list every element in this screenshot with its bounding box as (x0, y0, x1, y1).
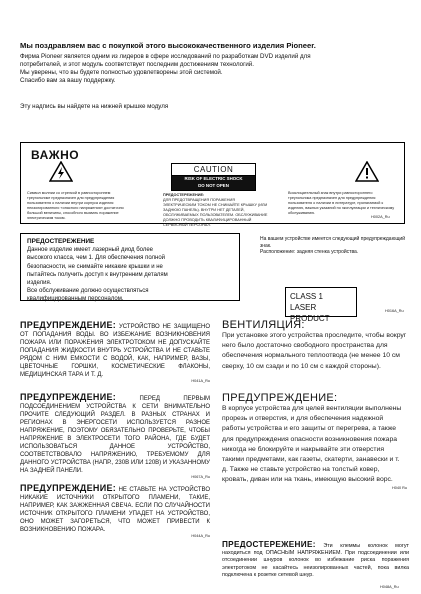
class1-laser-label (285, 287, 357, 323)
intro-title: Мы поздравляем вас с покупкой этого высококачественного изделия Pioneer. (20, 41, 316, 50)
label-note: Эту надпись вы найдете на нижней крышке модуля (20, 103, 169, 110)
voltage-warning-body: ПЕРЕД ПЕРВЫМ ПОДСОЕДИНЕНИЕМ УСТРОЙСТВА К СЕТИ ВНИМАТЕЛЬНО ПРОЧИТЕ СЛЕДУЮЩИЙ РАЗДЕЛ. В РАЗНЫХ СТРАНАХ И РЕГИОНАХ В ЭНЕРГОСЕТИ ИСПОЛЬЗУЕТСЯ РАЗНОЕ НАПРЯЖЕНИЕ, ПОЭТОМУ ОБЯЗАТЕЛЬНО ПРОВЕРЬТЕ, ЧТОБЫ НАПРЯЖЕНИЕ В ЭЛЕКТРОСЕТИ ТОГО РАЙОНА, ГДЕ БУДЕТ ИСПОЛЬЗОВАТЬСЯ ДАННОЕ УСТРОЙСТВО, СООТВЕТСТВОВАЛО НАПРЯЖЕНИЮ, ТРЕБУЕМОМУ ДЛЯ ДАННОГО УСТРОЙСТВА (НАПР., 230В ИЛИ 120В) И УКАЗАННОМУ НА ЗАДНЕЙ ПАНЕЛИ. (20, 396, 210, 474)
laser-line: пытайтесь получить доступ к внутренним деталям (27, 271, 168, 278)
flame-warning-code: H044A_Ru (191, 534, 210, 538)
laser-note-line: На вашем устройстве имеется следующий предупреждающий знак. (260, 236, 406, 249)
intro-line: потребителей, и этот модуль соответствует последним достижениям технологий. (20, 61, 254, 68)
openings-warning (222, 392, 407, 490)
laser-line: изделия. (27, 280, 52, 287)
laser-code: H016A_Ru (385, 309, 404, 313)
important-warning-box (20, 142, 405, 227)
flame-warning-body: НЕ СТАВЬТЕ НА УСТРОЙСТВО НИКАКИЕ ИСТОЧНИКИ ОТКРЫТОГО ПЛАМЕНИ, ТАКИЕ, НАПРИМЕР, КАК ЗАЖЖЕННАЯ СВЕЧА. ЕСЛИ ПО СЛУЧАЙНОСТИ ИСТОЧНИК ОТКРЫТОГО ПЛАМЕНИ УПАДЕТ НА УСТРОЙСТВО, ОНО МОЖЕТ ЗАГОРЕТЬСЯ, ЧТО МОЖЕТ ПРИВЕСТИ К ВОЗНИКНОВЕНИЮ ПОЖАРА. (20, 487, 210, 533)
laser-line: безопасности, не снимайте никакие крышки и не (27, 263, 163, 270)
caution-bottom (172, 176, 255, 190)
flame-warning-heading: ПРЕДУПРЕЖДЕНИЕ: (20, 483, 117, 493)
voltage-warning-heading: ПРЕДУПРЕЖДЕНИЕ: (20, 392, 117, 402)
exclamation-explanation: Восклицательный знак внутри равностороннего треугольника предназначен для предупреждения пользователя о наличии в литературе, прилагаемой к изделию, важных указаний по эксплуатации и техническому обслуживанию. (288, 191, 395, 215)
laser-product-text: LASER PRODUCT (290, 303, 330, 323)
openings-heading: ПРЕДУПРЕЖДЕНИЕ: (222, 392, 338, 404)
flame-warning (20, 484, 210, 538)
center-caution-heading: ПРЕДОСТЕРЕЖЕНИЕ: (163, 193, 205, 197)
water-warning-code: H041A_Ru (191, 379, 210, 383)
ventilation-section (222, 319, 407, 372)
water-warning-body: УСТРОЙСТВО НЕ ЗАЩИЩЕНО ОТ ПОПАДАНИЯ ВОДЫ. ВО ИЗБЕЖАНИЕ ВОЗНИКНОВЕНИЯ ПОЖАРА ИЛИ ПОРАЖЕНИЯ ЭЛЕКТРОТОКОМ НЕ ДОПУСКАЙТЕ ПОПАДАНИЯ ЖИДКОСТИ ВНУТРЬ УСТРОЙСТВА И НЕ СТАВЬТЕ РЯДОМ С НИМ ЕМКОСТИ С ВОДОЙ, КАК, НАПРИМЕР, ВАЗЫ, ЦВЕТОЧНЫЕ ГОРШКИ, КОСМЕТИЧЕСКИЕ ФЛАКОНЫ, МЕДИЦИНСКАЯ ТАРА И Т. Д. (20, 324, 210, 378)
laser-label-note (260, 236, 405, 256)
exclamation-triangle-icon (355, 161, 379, 182)
intro-line: Мы уверены, что вы будете полностью удовлетворены этой системой. (20, 69, 223, 76)
voltage-warning-code: H067A_Ru (191, 475, 210, 479)
speaker-caution-heading: ПРЕДОСТЕРЕЖЕНИЕ: (222, 540, 316, 549)
water-warning (20, 321, 210, 383)
laser-note-line: Расположение: задняя стенка устройства. (260, 249, 359, 256)
openings-code: H040 Ru (392, 485, 407, 490)
speaker-caution-code: H048A_Ru (380, 585, 399, 589)
laser-caution-heading: ПРЕДОСТЕРЕЖЕНИЕ (27, 238, 95, 245)
important-title: ВАЖНО (31, 148, 80, 162)
laser-line: квалифицированным персоналом. (27, 296, 124, 303)
speaker-caution-body: Эти клеммы колонок могут находиться под ОПАСНЫМ НАПРЯЖЕНИЕМ. При подсоединении или отсоединении шнуров колонок во избежание риска поражения электротоком не касайтесь неизолированных частей, пока вилка подключена к розетке сетевой шнур. (222, 543, 409, 578)
laser-line: Данное изделие имеет лазерный диод более (27, 247, 154, 254)
laser-caution-box (20, 233, 240, 301)
openings-body: В корпусе устройства для целей вентиляции выполнены прорезь и отверстия, и для обеспечения надежной работы устройства и его защиты от перегрева, а также для предупреждения опасности возникновения пожара никогда не блокируйте и накрывайте эти отверстия такими предметами, как газеты, скатерти, занавески и т. д. Также не ставьте устройство на толстый ковер, кровать, диван или на ткань, имеющую высокий ворс. (222, 405, 402, 484)
caution-label (171, 163, 256, 191)
speaker-caution (222, 541, 409, 579)
laser-line: высокого класса, чем 1. Для обеспечения полной (27, 255, 166, 262)
ventilation-heading: ВЕНТИЛЯЦИЯ: (222, 319, 305, 331)
caution-top-text: CAUTION (172, 164, 255, 176)
center-caution-text: ДЛЯ ПРЕДОТВРАЩЕНИЯ ПОРАЖЕНИЯ ЭЛЕКТРИЧЕСКИМ ТОКОМ НЕ СНИМАЙТЕ КРЫШКУ (ИЛИ ЗАДНЮЮ ПАНЕЛЬ). ВНУТРИ НЕТ ДЕТАЛЕЙ, ОБСЛУЖИВАЕМЫХ ПОЛЬЗОВАТЕЛЕМ. ОБСЛУЖИВАНИЕ ДОЛЖНО ПРОВОДИТЬ КВАЛИФИЦИРОВАННЫЙ СЕРВИСНЫЙ ПЕРСОНАЛ. (163, 198, 268, 227)
voltage-warning (20, 393, 210, 479)
laser-line: Все обслуживание должно осуществляться (27, 288, 149, 295)
caution-open-text: DO NOT OPEN (198, 182, 229, 188)
water-warning-heading: ПРЕДУПРЕЖДЕНИЕ: (20, 320, 117, 330)
class1-text: CLASS 1 (290, 292, 323, 301)
caution-shock-text: RISK OF ELECTRIC SHOCK (184, 176, 243, 181)
warning-code: H002A_Ru (371, 215, 390, 219)
ventilation-body: При установке этого устройства проследите, чтобы вокруг него было достаточно свободного пространства для обеспечения нормального теплоотвода (не менее 10 см сверху, 10 см сзади и по 10 см с каждой стороны). (222, 332, 407, 370)
intro-line: Фирма Pioneer является одним из лидеров в сфере исследований по разработкам DVD изделий для (20, 53, 311, 60)
lightning-explanation: Символ молнии со стрелкой в равностороннем треугольнике предназначен для предупреждения пользователя о наличии внутри корпуса изделия неизолированного «опасного напряжения» достаточно большой величины, способного вызвать поражение электрическим током. (27, 191, 124, 220)
intro-line: Спасибо вам за вашу поддержку. (20, 77, 116, 84)
lightning-triangle-icon (49, 161, 73, 182)
